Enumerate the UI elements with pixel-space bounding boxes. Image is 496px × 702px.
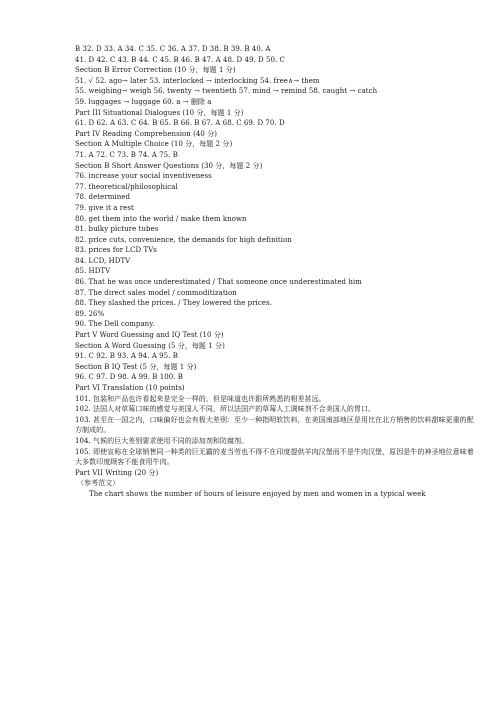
answer-76: 76. increase your social inventiveness	[75, 172, 212, 181]
translation-102: 102. 法国人对草莓口味的感觉与美国人不同，所以法国产的草莓人工调味剂不合美国人的胃口。	[75, 405, 376, 414]
answer-78: 78. determined	[75, 193, 130, 202]
answer-88: 88. They slashed the prices. / They lowered the prices.	[75, 299, 272, 308]
answer-82: 82. price cuts, convenience, the demands for high definition	[75, 235, 292, 244]
answer-81: 81. bulky picture tubes	[75, 225, 159, 234]
answer-line-55-58: 55. weighing→ weigh 56. twenty → twentieth 57. mind → remind 58. caught → catch	[75, 87, 378, 96]
answer-79: 79. give it a rest	[75, 203, 134, 212]
section-heading-iq-test: Section B IQ Test (5 分，每题 1 分)	[75, 362, 197, 371]
part-heading-translation: Part VI Translation (10 points)	[75, 384, 185, 392]
answer-83: 83. prices for LCD TVs	[75, 246, 157, 255]
answer-line-91-95: 91. C 92. B 93. A 94. A 95. B	[75, 352, 178, 361]
section-heading-multiple-choice: Section A Multiple Choice (10 分，每题 2 分)	[75, 140, 233, 149]
translation-103: 103. 甚至在一国之内，口味偏好也会有极大差别：至少一种指明软饮料，在美国南部地区是用比在北方销售的饮料甜味更重的配方制成的。	[75, 415, 474, 435]
answer-80: 80. get them into the world / make them known	[75, 214, 247, 223]
answer-line-71-75: 71. A 72. C 73. B 74. A 75. B	[75, 150, 178, 159]
answer-77: 77. theoretical/philosophical	[75, 182, 178, 191]
section-heading-word-guessing: Section A Word Guessing (5 分，每题 1 分)	[75, 341, 225, 350]
section-heading-short-answer: Section B Short Answer Questions (30 分，每题 2 分)	[75, 161, 263, 170]
section-heading-error-correction: Section B Error Correction (10 分，每题 1 分)	[75, 66, 236, 75]
answer-line-61-70: 61. D 62. A 63. C 64. B 65. B 66. B 67. A 68. C 69. D 70. D	[75, 119, 285, 128]
answer-line-96-100: 96. C 97. D 98. A 99. B 100. B	[75, 373, 183, 382]
answer-84: 84. LCD, HDTV	[75, 256, 131, 265]
answer-line-41-50: 41. D 42. C 43. B 44. C 45. B 46. B 47. A 48. D 49. D 50. C	[75, 55, 285, 64]
answer-key-document	[75, 44, 475, 500]
answer-87: 87. The direct sales model / commoditization	[75, 288, 237, 297]
answer-85: 85. HDTV	[75, 267, 111, 276]
answer-86: 86. That he was once underestimated / That someone once underestimated him	[75, 278, 362, 287]
translation-104: 104. 气候的巨大差别要求使用不同的添加剂和防腐剂。	[75, 436, 249, 445]
answer-90: 90. The Dell company.	[75, 320, 155, 329]
part-heading-situational-dialogues: Part III Situational Dialogues (10 分，每题 1 分)	[75, 108, 244, 117]
answer-89: 89. 26%	[75, 309, 105, 318]
answer-line-31-40: B 32. D 33. A 34. C 35. C 36. A 37. D 38. B 39. B 40. A	[75, 45, 271, 53]
translation-101: 101. 包装和产品也许看起来是完全一样的，但是味道也许跟所熟悉的相差甚远。	[75, 394, 326, 403]
part-heading-reading-comprehension: Part IV Reading Comprehension (40 分)	[75, 129, 218, 138]
reference-essay-label: （参考范文）	[77, 479, 120, 488]
answer-line-51-54: 51. √ 52. ago→ later 53. interlocked → interlocking 54. free∧→ them	[75, 76, 320, 85]
part-heading-word-guessing-iq: Part V Word Guessing and IQ Test (10 分)	[75, 331, 224, 340]
part-heading-writing: Part VII Writing (20 分)	[75, 468, 159, 477]
answer-line-59-60: 59. luggages → luggage 60. a → 删除 a	[75, 97, 212, 106]
translation-105: 105. 即使宣称在全球销售同一种类的巨无霸的麦当劳也不得不在印度提供羊肉汉堡而不是牛肉汉堡，原因是牛的神圣地位意味着大多数印度顾客不能食用牛肉。	[75, 447, 474, 467]
essay-first-line: The chart shows the number of hours of leisure enjoyed by men and women in a typical week	[89, 489, 426, 498]
